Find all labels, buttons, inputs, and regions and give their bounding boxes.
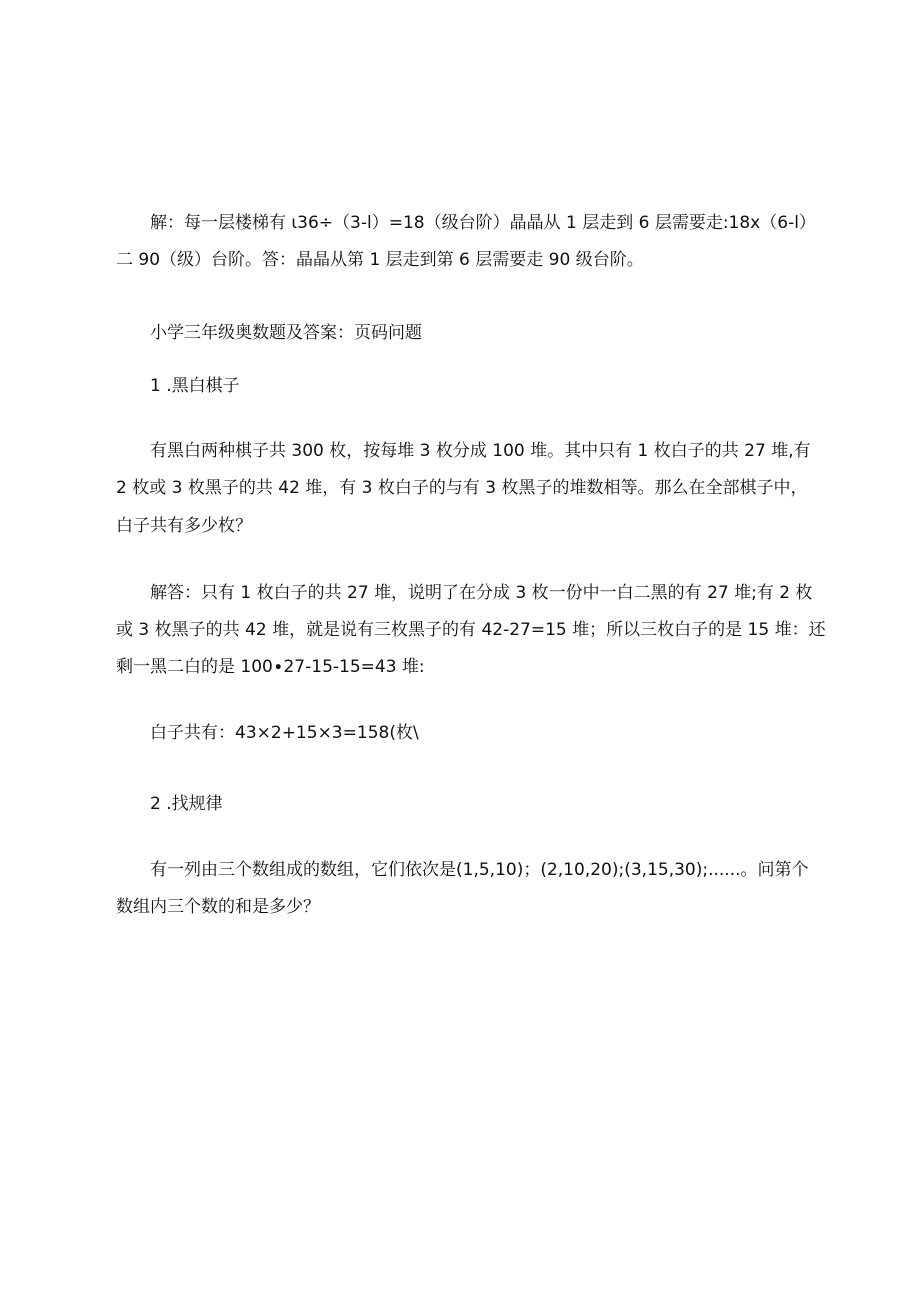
item-1-heading: 1 .黑白棋子 — [150, 376, 240, 396]
item-1-answer-line-2: 或 3 枚黑子的共 42 堆，就是说有三枚黑子的有 42-27=15 堆；所以三枚白子的是 15 堆：还 — [116, 620, 826, 640]
item-1-question-line-2: 2 枚或 3 枚黑子的共 42 堆，有 3 枚白子的与有 3 枚黑子的堆数相等。那么在全部棋子中， — [116, 478, 808, 498]
item-1-answer-line-3: 剩一黑二白的是 100∙27-15-15=43 堆: — [116, 657, 425, 677]
item-1-result: 白子共有：43×2+15×3=158(枚\ — [150, 723, 419, 743]
section-title: 小学三年级奥数题及答案：页码问题 — [150, 323, 422, 343]
item-2-heading: 2 .找规律 — [150, 794, 223, 814]
item-2-question-line-1: 有一列由三个数组成的数组，它们依次是(1,5,10)；(2,10,20);(3,15,30);......。问第个 — [150, 860, 809, 880]
solution-line-2: 二 90（级）台阶。答：晶晶从第 1 层走到第 6 层需要走 90 级台阶。 — [116, 250, 644, 270]
item-1-question-line-1: 有黑白两种棋子共 300 枚，按每堆 3 枚分成 100 堆。其中只有 1 枚白子的共 27 堆,有 — [150, 441, 811, 461]
item-1-answer-line-1: 解答：只有 1 枚白子的共 27 堆，说明了在分成 3 枚一份中一白二黑的有 27 堆;有 2 枚 — [150, 583, 813, 603]
solution-line-1: 解：每一层楼梯有 ι36÷（3-l）=18（级台阶）晶晶从 1 层走到 6 层需要走:18x（6-l） — [150, 213, 816, 233]
item-2-question-line-2: 数组内三个数的和是多少？ — [116, 897, 320, 917]
item-1-question-line-3: 白子共有多少枚？ — [116, 516, 252, 536]
